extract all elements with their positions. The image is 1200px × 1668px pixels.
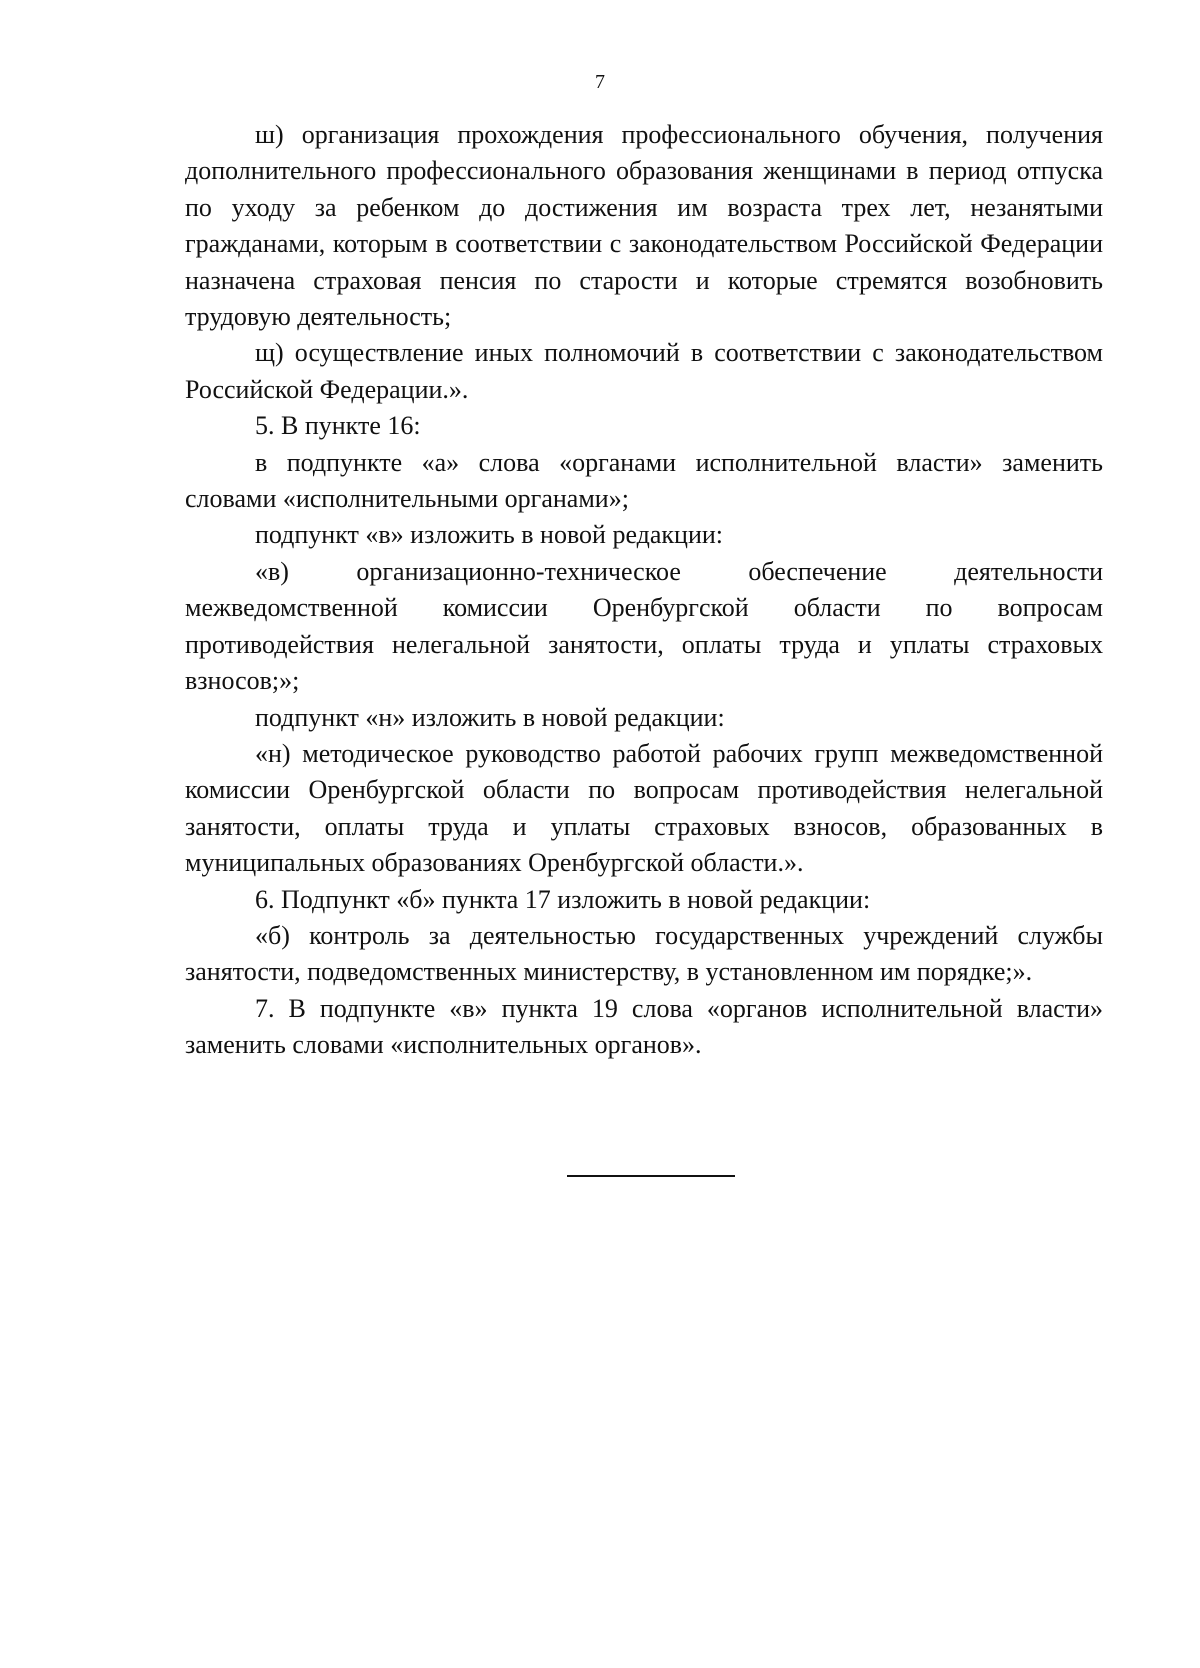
paragraph-subitem-a: в подпункте «а» слова «органами исполнительной власти» заменить словами «исполнительными органами»;	[185, 447, 1103, 514]
paragraph-item-7: 7. В подпункте «в» пункта 19 слова «органов исполнительной власти» заменить словами «исполнительных органов».	[185, 993, 1103, 1060]
paragraph-subitem-n-text: «н) методическое руководство работой рабочих групп межведомственной комиссии Оренбургской области по вопросам противодействия нелегальной занятости, оплаты труда и уплаты страховых взносов, образованных в муниципальных образованиях Оренбургской области.».	[185, 738, 1103, 878]
page-number: 7	[595, 71, 605, 93]
paragraph-subitem-v-text: «в) организационно-техническое обеспечение деятельности межведомственной комиссии Оренбургской области по вопросам противодействия нелегальной занятости, оплаты труда и уплаты страховых взносов;»;	[185, 556, 1103, 696]
paragraph-item-5: 5. В пункте 16:	[255, 411, 421, 441]
paragraph-shch: щ) осуществление иных полномочий в соответствии с законодательством Российской Федерации.».	[185, 338, 1103, 404]
paragraph-subitem-v-intro: подпункт «в» изложить в новой редакции:	[255, 520, 724, 550]
paragraph-item-6: 6. Подпункт «б» пункта 17 изложить в новой редакции:	[255, 884, 871, 914]
paragraph-sh: ш) организация прохождения профессионального обучения, получения дополнительного профессионального образования женщинами в период отпуска по уходу за ребенком до достижения им возраста трех лет, незанятыми гражданами, которым в соответствии с законодательством Российской Федерации назначена страховая пенсия по старости и которые стремятся возобновить трудовую деятельность;	[185, 120, 1103, 332]
paragraph-subitem-b-text: «б) контроль за деятельностью государственных учреждений службы занятости, подведомственных министерству, в установленном им порядке;».	[185, 920, 1103, 987]
document-body	[185, 117, 1103, 1064]
end-of-document-rule	[567, 1175, 735, 1177]
paragraph-subitem-n-intro: подпункт «н» изложить в новой редакции:	[255, 702, 725, 732]
